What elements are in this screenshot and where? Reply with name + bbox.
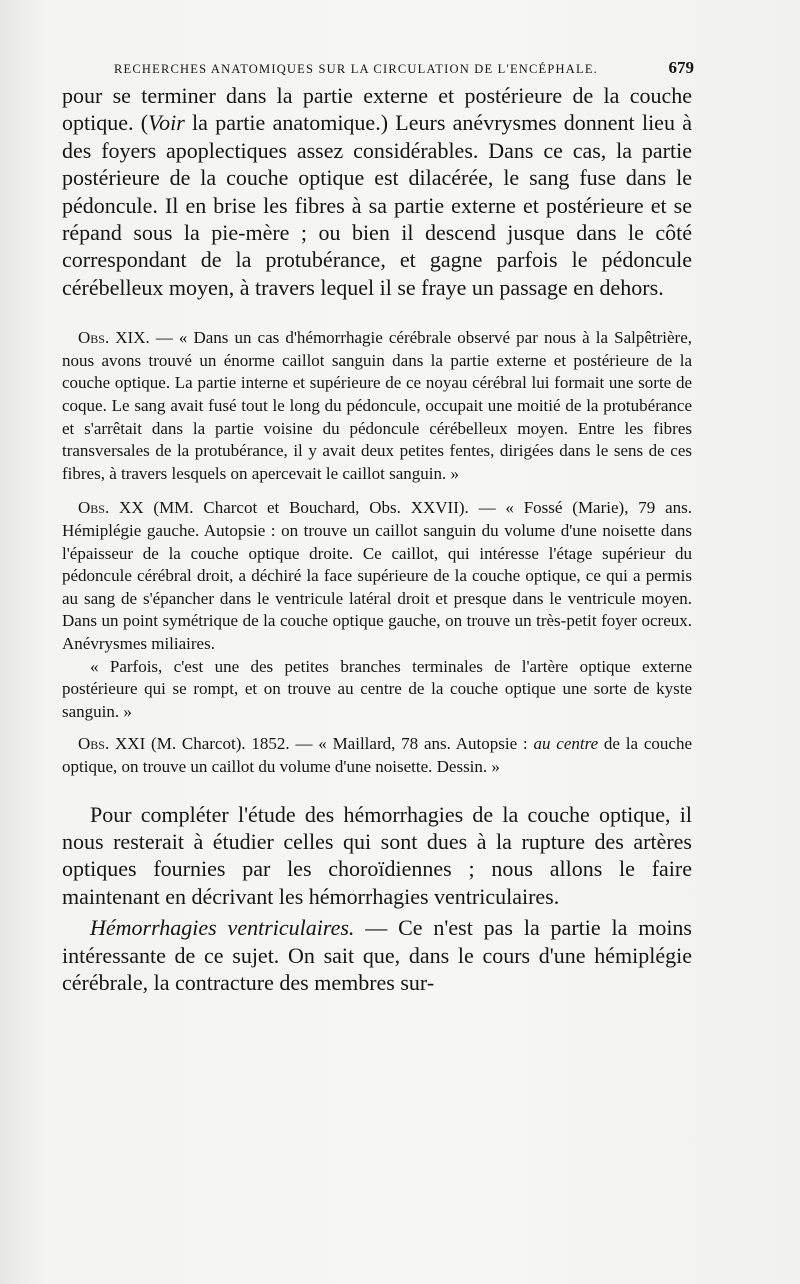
observation-21-label: Obs. [78,734,110,754]
observation-21-text-b: de la couche optique, on trouve un caillot du volume d'une noisette. Dessin. » [62,734,692,776]
paragraph-intro-text-a: pour se terminer dans la partie externe et postérieure de la couche optique. ( [62,83,692,136]
observation-21-italic: au centre [533,734,599,754]
ventricular-heading-italic: Hémorrhagies ventriculaires. [90,915,355,941]
paragraph-conclusion: Pour compléter l'étude des hémorrhagies de la couche optique, il nous resterait à étudier celles qui sont dues à la rupture des artères optiques fournies par les choroïdiennes ; nous allons le faire maintenant en décrivant les hémorrhagies ventriculaires. [62,801,692,909]
paragraph-ventricular-text: — Ce n'est pas la partie la moins intéressante de ce sujet. On sait que, dans le cours d'une hémiplégie cérébrale, la contracture des membres sur- [62,915,692,995]
observation-20-label: Obs. [78,498,110,518]
page-body [62,82,692,996]
paragraph-intro-text-b: la partie anatomique.) Leurs anévrysmes donnent lieu à des foyers apoplectiques assez considérables. Dans ce cas, la partie postérieure de la couche optique est dilacérée, le sang fuse dans le pédoncule. Il en brise les fibres à sa partie externe et postérieure et se répand sous la pie-mère ; ou bien il descend jusque dans le côté correspondant de la protubérance, et gagne parfois le pédoncule cérébelleux moyen, à travers lequel il se fraye un passage en dehors. [62,110,692,300]
running-title: RECHERCHES ANATOMIQUES SUR LA CIRCULATION DE L'ENCÉPHALE. [114,62,598,76]
voir-italic: Voir [148,110,185,136]
observation-21 [62,733,692,778]
observation-21-text-a: XXI (M. Charcot). 1852. — « Maillard, 78 ans. Autopsie : [109,734,534,754]
paragraph-intro [62,82,692,301]
page-number: 679 [668,58,694,77]
observation-19 [62,327,692,485]
observation-19-label: Obs. XIX. [78,328,150,348]
observation-20-continuation: « Parfois, c'est une des petites branches terminales de l'artère optique externe postérieure qui se rompt, et on trouve au centre de la couche optique une sorte de kyste sanguin. » [62,656,692,721]
observation-19-text: — « Dans un cas d'hémorrhagie cérébrale observé par nous à la Salpêtrière, nous avons trouvé un énorme caillot sanguin dans la partie externe et postérieure de la couche optique. La partie interne et supérieure de ce noyau cérébral lui formait une sorte de coque. Le sang avait fusé tout le long du pédoncule, occupait une moitié de la protubérance et s'arrêtait dans la partie voisine du pédoncule cérébelleux moyen. Entre les fibres transversales de la protubérance, il y avait deux petites fentes, dirigées dans le sens de ces fibres, à travers lesquels on apercevait le caillot sanguin. » [62,328,692,483]
paragraph-ventricular [62,914,692,996]
observation-20-text: XX (MM. Charcot et Bouchard, Obs. XXVII). — « Fossé (Marie), 79 ans. Hémiplégie gauche. Autopsie : on trouve un caillot sanguin du volume d'une noisette dans l'épaisseur de la couche optique droite. Ce caillot, qui intéresse l'étage supérieur du pédoncule cérébral droit, a déchiré la face supérieure de la couche optique, ce qui a permis au sang de s'épancher dans le ventricule latéral droit et presque dans le ventricule moyen. Dans un point symétrique de la couche optique gauche, on trouve un très-petit foyer ocreux. Anévrysmes miliaires. [62,498,692,653]
running-header [114,58,694,78]
observation-20 [62,497,692,655]
